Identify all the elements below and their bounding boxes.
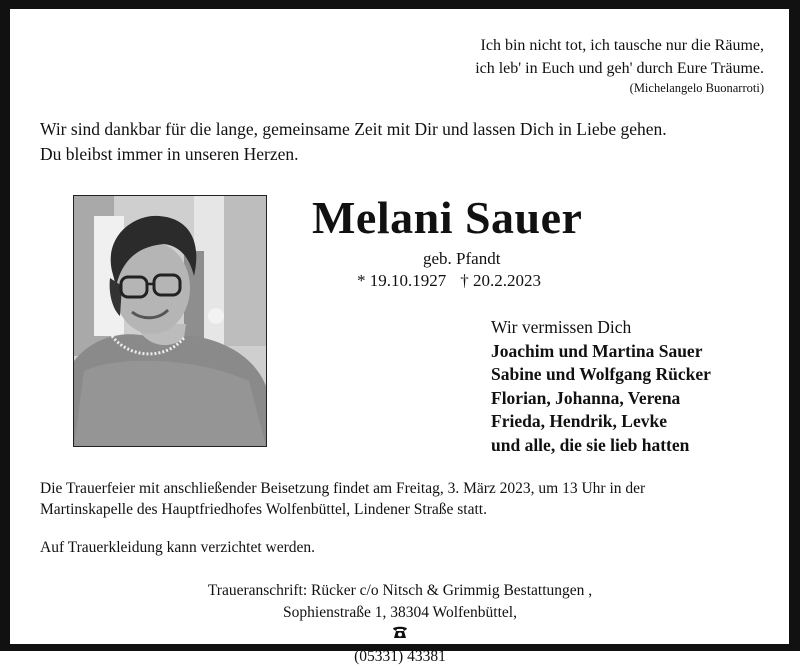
phone-number: (05331) 43381 bbox=[354, 648, 446, 665]
mourners-intro: Wir vermissen Dich bbox=[491, 317, 632, 337]
birth-name: geb. Pfandt bbox=[423, 249, 501, 268]
birth-date: * 19.10.1927 bbox=[357, 271, 447, 290]
telephone-icon bbox=[2, 624, 798, 646]
mourner-line: Sabine und Wolfgang Rücker bbox=[491, 364, 711, 384]
mourner-line: Frieda, Hendrik, Levke bbox=[491, 411, 667, 431]
deceased-name: Melani Sauer bbox=[312, 192, 583, 243]
address-street: Sophienstraße 1, 38304 Wolfenbüttel, bbox=[283, 604, 517, 621]
thanks-line-2: Du bleibst immer in unseren Herzen. bbox=[40, 144, 299, 164]
quote-line-1: Ich bin nicht tot, ich tausche nur die Räume, bbox=[480, 37, 764, 54]
mourner-line: und alle, die sie lieb hatten bbox=[491, 434, 690, 455]
quote-source: (Michelangelo Buonarroti) bbox=[629, 81, 764, 95]
death-date: † 20.2.2023 bbox=[460, 271, 541, 290]
life-dates bbox=[357, 271, 541, 291]
mourning-address bbox=[0, 580, 800, 668]
thanks-text bbox=[40, 117, 667, 167]
funeral-service-info bbox=[40, 478, 645, 520]
portrait-photo bbox=[73, 195, 267, 447]
service-line-1: Die Trauerfeier mit anschließender Beisetzung findet am Freitag, 3. März 2023, um 13 Uhr in der bbox=[40, 480, 646, 497]
address-line-1: Traueranschrift: Rücker c/o Nitsch & Grimmig Bestattungen , bbox=[207, 582, 593, 599]
address-line-2 bbox=[0, 602, 800, 668]
thanks-line-1: Wir sind dankbar für die lange, gemeinsame Zeit mit Dir und lassen Dich in Liebe gehen. bbox=[40, 119, 667, 139]
mourner-line: Joachim und Martina Sauer bbox=[491, 340, 703, 361]
quote-line-2: ich leb' in Euch und geh' durch Eure Träume. bbox=[475, 60, 764, 77]
poem-quote bbox=[475, 34, 764, 96]
mourner-line: Florian, Johanna, Verena bbox=[491, 387, 681, 408]
mourning-clothes-note: Auf Trauerkleidung kann verzichtet werden. bbox=[40, 539, 316, 556]
service-line-2: Martinskapelle des Hauptfriedhofes Wolfenbüttel, Lindener Straße statt. bbox=[40, 501, 487, 518]
mourners-list bbox=[491, 316, 711, 457]
